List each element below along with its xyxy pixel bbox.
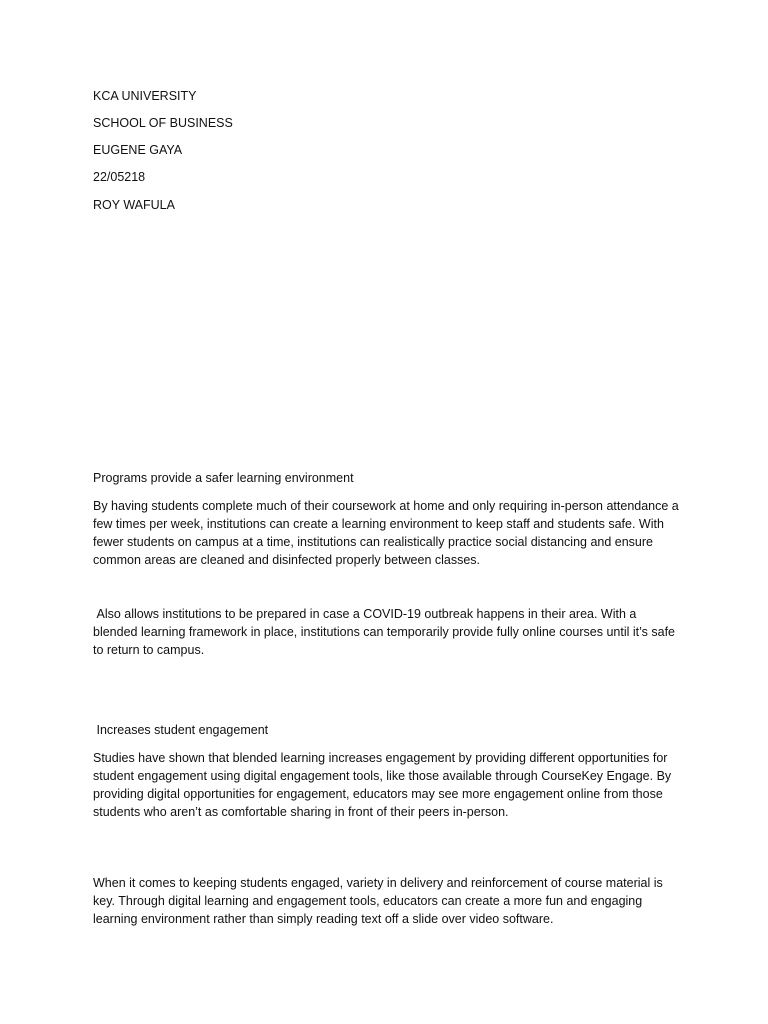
paragraph: By having students complete much of their coursework at home and only requiring in-person attendance a few times per week, institutions can create a learning environment to keep staff and students safe. With fewer students on campus at a time, institutions can realistically practice social distancing and ensure common areas are cleaned and disinfected properly between classes. xyxy=(93,499,679,567)
school-name: SCHOOL OF BUSINESS xyxy=(93,116,233,130)
paragraph: Also allows institutions to be prepared in case a COVID-19 outbreak happens in their area. With a blended learning framework in place, institutions can temporarily provide fully online courses until it’s safe to return to campus. xyxy=(93,607,679,657)
paragraph: When it comes to keeping students engaged, variety in delivery and reinforcement of course material is key. Through digital learning and engagement tools, educators can create a more fun and engaging learning environment rather than simply reading text off a slide over video software. xyxy=(93,876,663,926)
student-id: 22/05218 xyxy=(93,170,146,184)
section-heading: Programs provide a safer learning environment xyxy=(93,471,354,485)
university-name: KCA UNIVERSITY xyxy=(93,89,197,103)
lecturer-name: ROY WAFULA xyxy=(93,198,175,212)
section-heading: Increases student engagement xyxy=(93,723,269,737)
paragraph: Studies have shown that blended learning increases engagement by providing different opportunities for student engagement using digital engagement tools, like those available through CourseKey Engage. By providing digital opportunities for engagement, educators may see more engagement online from those students who aren’t as comfortable sharing in front of their peers in-person. xyxy=(93,751,672,819)
student-name: EUGENE GAYA xyxy=(93,143,183,157)
